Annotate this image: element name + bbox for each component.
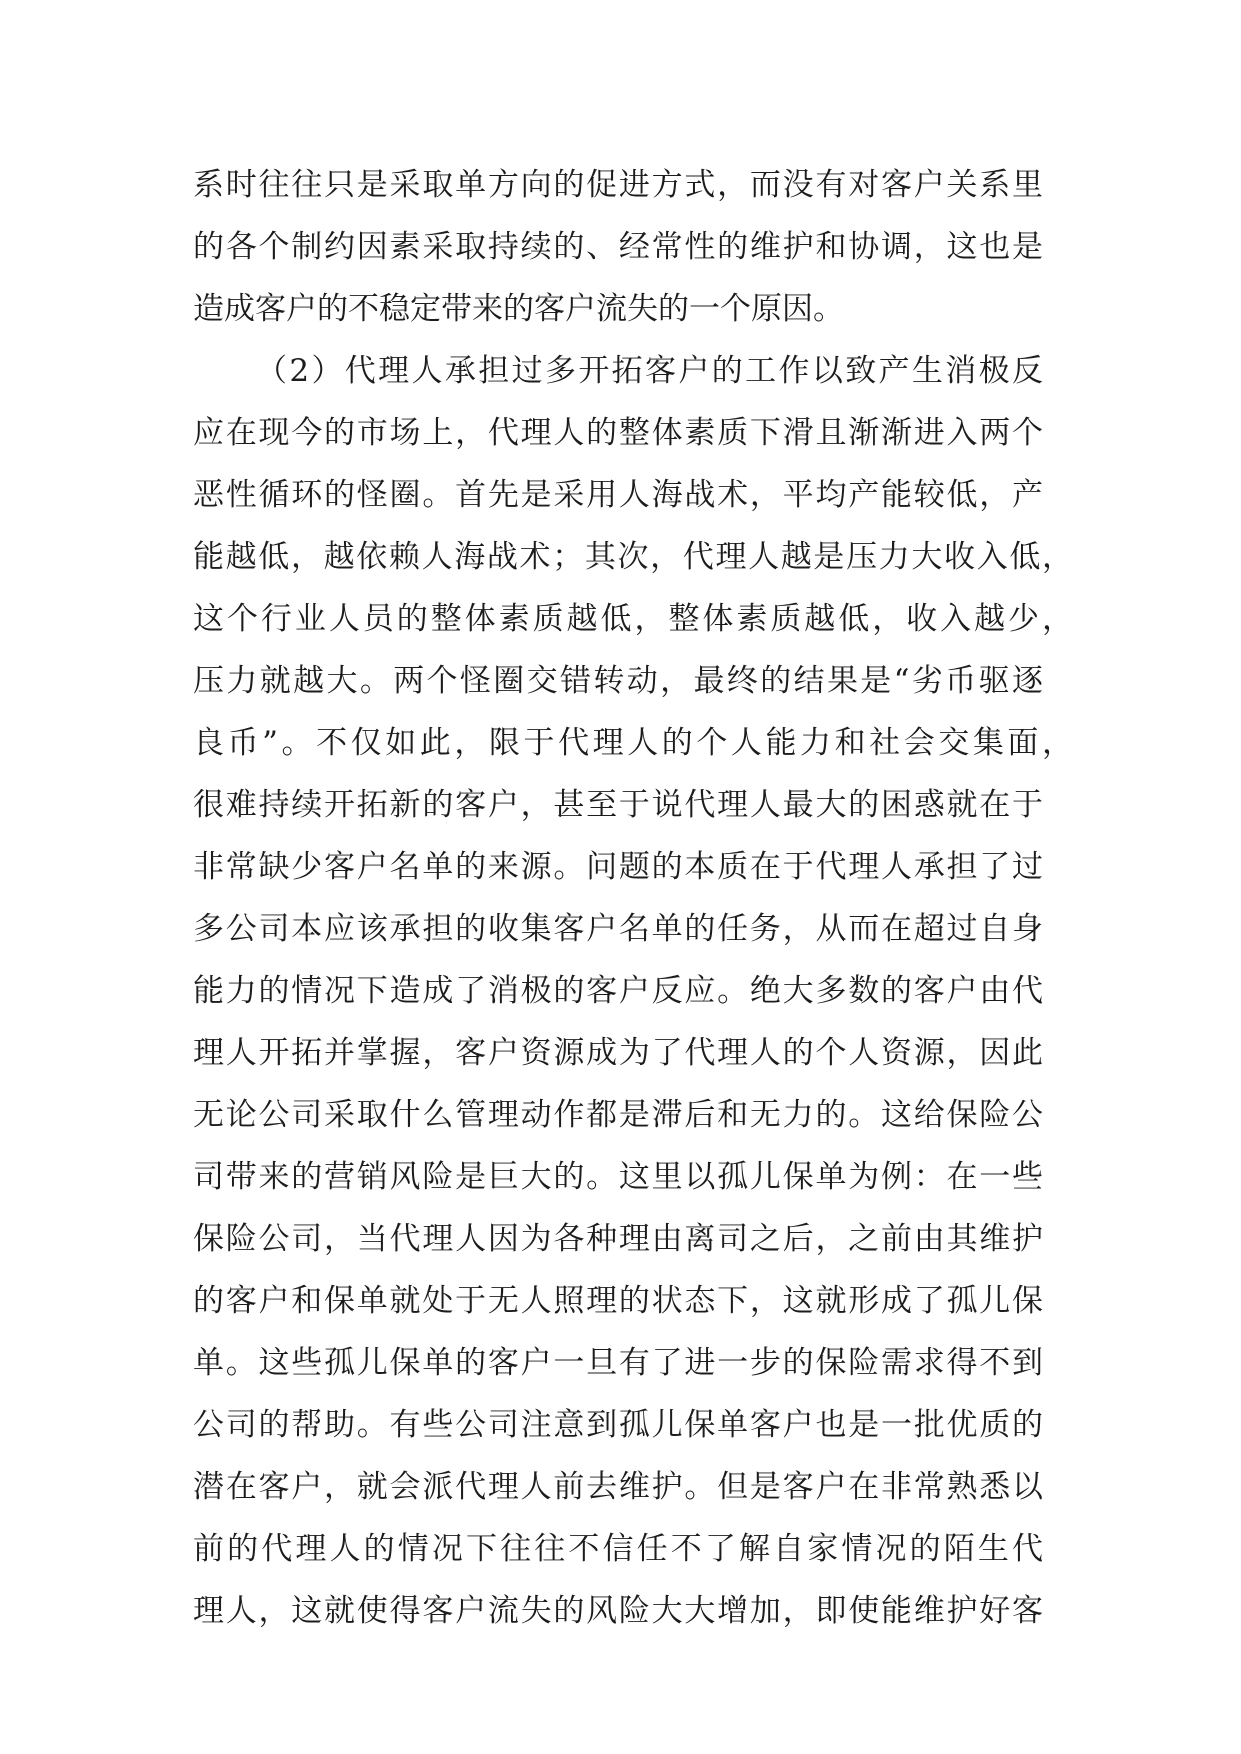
text-line: 良币”。不仅如此，限于代理人的个人能力和社会交集面， [193, 725, 1073, 761]
text-line: 司带来的营销风险是巨大的。这里以孤儿保单为例：在一些 [193, 1159, 1043, 1195]
text-line: 这个行业人员的整体素质越低，整体素质越低，收入越少， [193, 601, 1073, 637]
text-line: 公司的帮助。有些公司注意到孤儿保单客户也是一批优质的 [193, 1407, 1043, 1443]
text-line: 保险公司，当代理人因为各种理由离司之后，之前由其维护 [193, 1221, 1043, 1257]
text-line: 很难持续开拓新的客户，甚至于说代理人最大的困惑就在于 [193, 787, 1043, 823]
text-line: 前的代理人的情况下往往不信任不了解自家情况的陌生代 [193, 1531, 1043, 1567]
text-line: 的各个制约因素采取持续的、经常性的维护和协调，这也是 [193, 229, 1043, 265]
text-line-indented: （2）代理人承担过多开拓客户的工作以致产生消极反 [256, 353, 1043, 389]
text-line: 造成客户的不稳定带来的客户流失的一个原因。 [193, 291, 844, 327]
text-line: 压力就越大。两个怪圈交错转动，最终的结果是“劣币驱逐 [193, 663, 1043, 699]
text-line: 的客户和保单就处于无人照理的状态下，这就形成了孤儿保 [193, 1283, 1043, 1319]
text-line: 单。这些孤儿保单的客户一旦有了进一步的保险需求得不到 [193, 1345, 1043, 1381]
text-line: 无论公司采取什么管理动作都是滞后和无力的。这给保险公 [193, 1097, 1043, 1133]
text-line: 多公司本应该承担的收集客户名单的任务，从而在超过自身 [193, 911, 1043, 947]
text-line: 能力的情况下造成了消极的客户反应。绝大多数的客户由代 [193, 973, 1043, 1009]
body-text [193, 154, 1073, 1642]
text-line: 能越低，越依赖人海战术；其次，代理人越是压力大收入低， [193, 539, 1073, 575]
text-line: 理人开拓并掌握，客户资源成为了代理人的个人资源，因此 [193, 1035, 1043, 1071]
text-line: 理人，这就使得客户流失的风险大大增加，即使能维护好客 [193, 1593, 1043, 1629]
text-line: 非常缺少客户名单的来源。问题的本质在于代理人承担了过 [193, 849, 1043, 885]
text-line: 恶性循环的怪圈。首先是采用人海战术，平均产能较低，产 [193, 477, 1043, 513]
text-line: 潜在客户，就会派代理人前去维护。但是客户在非常熟悉以 [193, 1469, 1043, 1505]
text-line: 系时往往只是采取单方向的促进方式，而没有对客户关系里 [193, 167, 1043, 203]
text-line: 应在现今的市场上，代理人的整体素质下滑且渐渐进入两个 [193, 415, 1043, 451]
